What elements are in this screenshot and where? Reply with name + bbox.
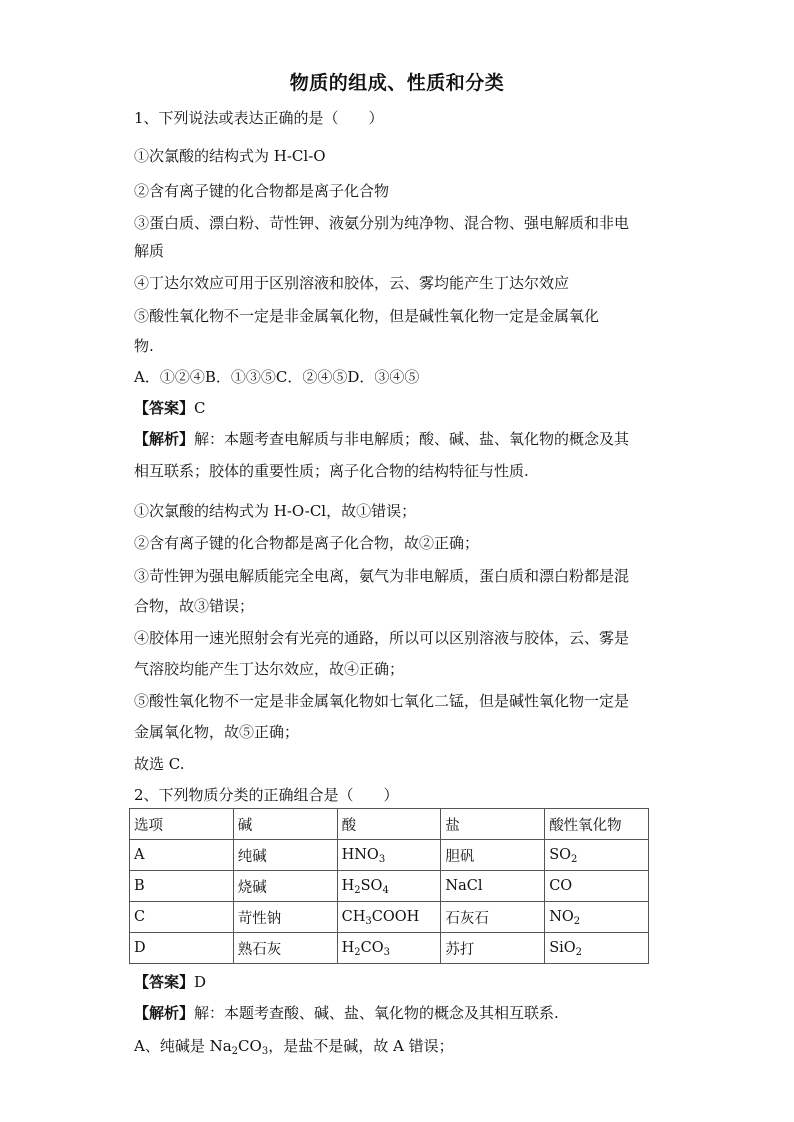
cell-salt: 苏打: [441, 933, 545, 964]
q1-expl-3a: ③苛性钾为强电解质能完全电离，氨气为非电解质，蛋白质和漂白粉都是混: [134, 567, 630, 585]
q1-stem: 1、下列说法或表达正确的是（ ）: [134, 109, 384, 127]
q1-analysis-b: 相互联系；胶体的重要性质；离子化合物的结构特征与性质.: [134, 462, 529, 480]
q1-answer: [134, 398, 674, 418]
formula-subscript: 2: [573, 916, 581, 927]
analysis-tag: 【解析】: [134, 430, 195, 448]
formula-part: COOH: [371, 909, 420, 925]
cell-option: B: [130, 871, 234, 902]
cell-option: A: [130, 840, 234, 871]
formula-part: H: [341, 878, 355, 894]
formula-part: H: [341, 940, 355, 956]
cell-salt: 石灰石: [441, 902, 545, 933]
q1-item-2: ②含有离子键的化合物都是离子化合物: [134, 182, 390, 200]
cell-salt: 胆矾: [441, 840, 545, 871]
cell-acid: [337, 902, 441, 933]
formula-part: SiO: [549, 940, 576, 956]
answer-value: C: [194, 399, 206, 417]
table-row: [130, 902, 649, 933]
formula-subscript: 3: [261, 1046, 269, 1057]
table-row: [130, 840, 649, 871]
formula-subscript: 3: [378, 854, 386, 865]
formula-subscript: 2: [571, 854, 578, 865]
q1-conclusion: 故选 C.: [134, 755, 185, 773]
q1-analysis-a: [134, 429, 674, 449]
header-acidic-oxide: 酸性氧化物: [545, 809, 649, 840]
analysis-text: 解：本题考查酸、碱、盐、氧化物的概念及其相互联系.: [194, 1004, 559, 1022]
answer-tag: 【答案】: [134, 399, 195, 417]
answer-value: D: [194, 973, 207, 991]
table-header-row: [130, 809, 649, 840]
formula-subscript: 2: [575, 947, 583, 958]
cell-acid: [337, 871, 441, 902]
q1-item-5a: ⑤酸性氧化物不一定是非金属氧化物，但是碱性氧化物一定是金属氧化: [134, 307, 600, 325]
header-salt: 盐: [441, 809, 545, 840]
classification-table: [129, 808, 649, 964]
formula-subscript: 4: [382, 885, 389, 896]
q2-answer: [134, 972, 674, 992]
q1-item-1: ①次氯酸的结构式为 H-Cl-O: [134, 147, 326, 165]
table-row: [130, 933, 649, 964]
formula-subscript: 2: [354, 947, 361, 958]
q2-expl-a: [134, 1036, 674, 1056]
formula-part: CH: [341, 909, 366, 925]
q2-stem: 2、下列物质分类的正确组合是（ ）: [134, 786, 399, 804]
formula-part: SO: [549, 847, 572, 863]
header-option: 选项: [130, 809, 234, 840]
q1-item-3b: 解质: [134, 242, 165, 260]
q1-expl-2: ②含有离子键的化合物都是离子化合物，故②正确；: [134, 534, 480, 552]
answer-tag: 【答案】: [134, 973, 195, 991]
cell-option: D: [130, 933, 234, 964]
cell-base: 纯碱: [233, 840, 337, 871]
formula-subscript: 3: [365, 916, 372, 927]
q1-expl-4a: ④胶体用一速光照射会有光亮的通路，所以可以区别溶液与胶体，云、雾是: [134, 629, 630, 647]
formula-part: CO: [360, 940, 384, 956]
table-row: [130, 871, 649, 902]
q1-expl-5a: ⑤酸性氧化物不一定是非金属氧化物如七氧化二锰，但是碱性氧化物一定是: [134, 692, 630, 710]
cell-base: 熟石灰: [233, 933, 337, 964]
header-base: 碱: [233, 809, 337, 840]
cell-oxide: [545, 933, 649, 964]
cell-base: 烧碱: [233, 871, 337, 902]
cell-salt: NaCl: [441, 871, 545, 902]
formula-subscript: 2: [231, 1046, 239, 1057]
q1-item-3a: ③蛋白质、漂白粉、苛性钾、液氨分别为纯净物、混合物、强电解质和非电: [134, 214, 630, 232]
header-acid: 酸: [337, 809, 441, 840]
formula-part: SO: [360, 878, 383, 894]
formula-subscript: 3: [383, 947, 390, 958]
cell-oxide: [545, 871, 649, 902]
formula-part: CO: [549, 878, 573, 894]
formula-subscript: 2: [354, 885, 361, 896]
cell-option: C: [130, 902, 234, 933]
text-part: CO: [238, 1037, 262, 1055]
cell-acid: [337, 933, 441, 964]
q1-expl-3b: 合物，故③错误；: [134, 597, 255, 615]
analysis-text: 解：本题考查电解质与非电解质；酸、碱、盐、氧化物的概念及其: [194, 430, 630, 448]
q2-analysis: [134, 1003, 674, 1023]
text-part: A、纯碱是 Na: [134, 1037, 232, 1055]
q1-expl-5b: 金属氧化物，故⑤正确；: [134, 723, 300, 741]
formula-part: NO: [549, 909, 574, 925]
formula-part: HNO: [341, 847, 379, 863]
q1-expl-4b: 气溶胶均能产生丁达尔效应，故④正确；: [134, 660, 405, 678]
text-part: ，是盐不是碱，故 A 错误；: [268, 1037, 454, 1055]
q1-item-4: ④丁达尔效应可用于区别溶液和胶体，云、雾均能产生丁达尔效应: [134, 274, 570, 292]
cell-base: 苛性钠: [233, 902, 337, 933]
analysis-tag: 【解析】: [134, 1004, 195, 1022]
q1-item-5b: 物.: [134, 337, 154, 355]
cell-oxide: [545, 902, 649, 933]
cell-acid: [337, 840, 441, 871]
page-title: 物质的组成、性质和分类: [289, 72, 505, 94]
q1-expl-1: ①次氯酸的结构式为 H-O-Cl，故①错误；: [134, 502, 417, 520]
cell-oxide: [545, 840, 649, 871]
q1-options: A．①②④B．①③⑤C．②④⑤D．③④⑤: [134, 368, 420, 386]
